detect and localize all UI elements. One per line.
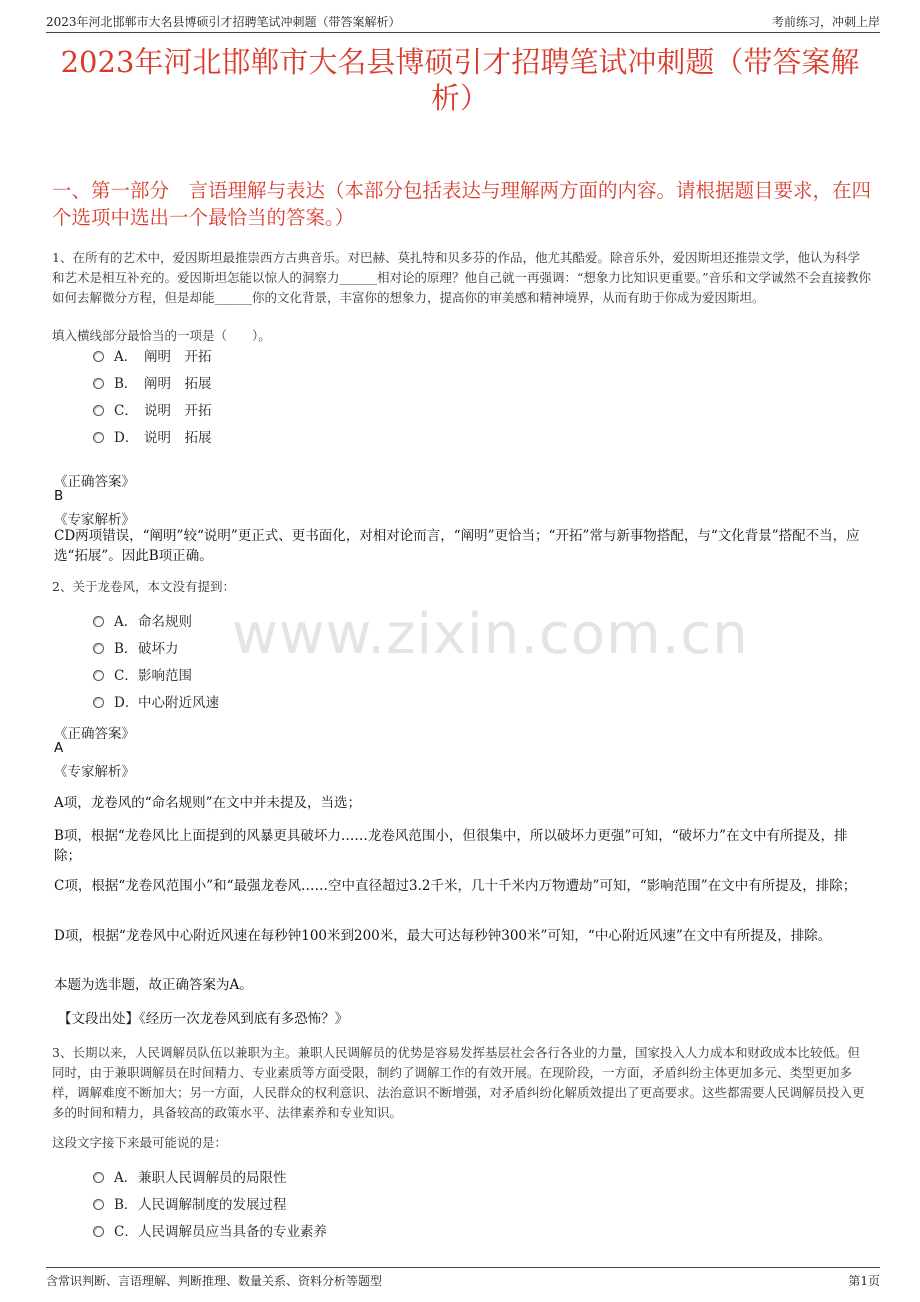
header-slogan: 考前练习，冲刺上岸 — [771, 15, 880, 29]
question-1-analysis-label: 《专家解析》 — [54, 512, 135, 528]
question-2-conclusion: 本题为选非题，故正确答案为A。 — [54, 977, 253, 993]
question-2-analysis-d: D项，根据“龙卷风中心附近风速在每秒钟100米到200米，最大可达每秒钟300米”可知，“中心附近风速”在文中有所提及，排除。 — [54, 928, 832, 944]
question-2-option-d[interactable]: D．中心附近风速 — [93, 693, 219, 713]
question-1-option-c[interactable]: C． 说明 开拓 — [93, 401, 212, 421]
page-title: 2023年河北邯郸市大名县博硕引才招聘笔试冲刺题（带答案解析） — [60, 45, 860, 115]
page-footer — [46, 1267, 880, 1288]
radio-icon[interactable] — [93, 1199, 104, 1210]
question-2-analysis-a: A项，龙卷风的“命名规则”在文中并未提及，当选； — [54, 795, 362, 811]
radio-icon[interactable] — [93, 1226, 104, 1237]
question-1-analysis: CD两项错误，“阐明”较“说明”更正式、更书面化，对相对论而言，“阐明”更恰当；“开拓”常与新事物搭配，与“文化背景”搭配不当，应选“拓展”。因此B项正确。 — [54, 528, 860, 564]
question-3-text: 3、长期以来，人民调解员队伍以兼职为主。兼职人民调解员的优势是容易发挥基层社会各行各业的力量，国家投入人力成本和财政成本比较低。但同时，由于兼职调解员在时间精力、专业素质等方面受限，制约了调解工作的有效开展。在现阶段，一方面，矛盾纠纷主体更加多元、类型更加多样，调解难度不断加大；另一方面，人民群众的权利意识、法治意识不断增强，对矛盾纠纷化解质效提出了更高要求。这些都需要人民调解员投入更多的时间和精力，具备较高的政策水平、法律素养和专业知识。 — [52, 1045, 865, 1120]
question-2-text: 2、关于龙卷风，本文没有提到： — [52, 579, 235, 594]
question-1-option-d[interactable]: D． 说明 拓展 — [93, 428, 212, 448]
radio-icon[interactable] — [93, 378, 104, 389]
question-1-prompt: 填入横线部分最恰当的一项是（ ）。 — [52, 328, 271, 343]
radio-icon[interactable] — [93, 670, 104, 681]
question-2-option-a[interactable]: A．命名规则 — [93, 612, 192, 632]
question-3-option-c[interactable]: C．人民调解员应当具备的专业素养 — [93, 1222, 327, 1242]
question-2-analysis-b: B项，根据“龙卷风比上面提到的风暴更具破坏力……龙卷风范围小，但很集中，所以破坏力更强”可知，“破坏力”在文中有所提及，排除； — [54, 828, 848, 864]
header-doc-title: 2023年河北邯郸市大名县博硕引才招聘笔试冲刺题（带答案解析） — [46, 15, 401, 29]
question-3-option-b[interactable]: B．人民调解制度的发展过程 — [93, 1195, 287, 1215]
question-2-source: 【文段出处】《经历一次龙卷风到底有多恐怖？》 — [58, 1011, 349, 1027]
question-3-prompt: 这段文字接下来最可能说的是： — [52, 1135, 228, 1150]
question-1-answer-label: 《正确答案》 — [54, 474, 135, 490]
page-header — [46, 10, 880, 33]
radio-icon[interactable] — [93, 697, 104, 708]
radio-icon[interactable] — [93, 1172, 104, 1183]
question-1-option-b[interactable]: B． 阐明 拓展 — [93, 374, 212, 394]
question-1-text: 1、在所有的艺术中，爱因斯坦最推崇西方古典音乐。对巴赫、莫扎特和贝多芬的作品，他尤其酷爱。除音乐外，爱因斯坦还推崇文学，他认为科学和艺术是相互补充的。爱因斯坦怎能以惊人的洞察力______相对论的原理？他自己就一再强调：“想象力比知识更重要。”音乐和文学诚然不会直接教你如何去解微分方程，但是却能______你的文化背景，丰富你的想象力，提高你的审美感和精神境界，从而有助于你成为爱因斯坦。 — [52, 250, 872, 305]
question-2-answer-label: 《正确答案》 — [54, 726, 135, 742]
question-2-option-b[interactable]: B．破坏力 — [93, 639, 179, 659]
radio-icon[interactable] — [93, 616, 104, 627]
footer-description: 含常识判断、言语理解、判断推理、数量关系、资料分析等题型 — [46, 1274, 383, 1288]
question-2-option-c[interactable]: C．影响范围 — [93, 666, 192, 686]
question-1-option-a[interactable]: A． 阐明 开拓 — [93, 347, 212, 367]
question-1-answer: B — [54, 488, 64, 504]
question-2-analysis-label: 《专家解析》 — [54, 764, 135, 780]
radio-icon[interactable] — [93, 351, 104, 362]
section-heading: 一、第一部分 言语理解与表达（本部分包括表达与理解两方面的内容。请根据题目要求，在四个选项中选出一个最恰当的答案。） — [52, 179, 872, 229]
question-3-option-a[interactable]: A．兼职人民调解员的局限性 — [93, 1168, 287, 1188]
radio-icon[interactable] — [93, 405, 104, 416]
question-2-analysis-c: C项，根据“龙卷风范围小”和“最强龙卷风……空中直径超过3.2千米，几十千米内万物遭劫”可知，“影响范围”在文中有所提及，排除； — [54, 878, 857, 894]
watermark: www.zixin.com.cn — [232, 602, 749, 667]
radio-icon[interactable] — [93, 643, 104, 654]
page-number: 第1页 — [848, 1274, 880, 1288]
radio-icon[interactable] — [93, 432, 104, 443]
question-2-answer: A — [54, 740, 64, 756]
